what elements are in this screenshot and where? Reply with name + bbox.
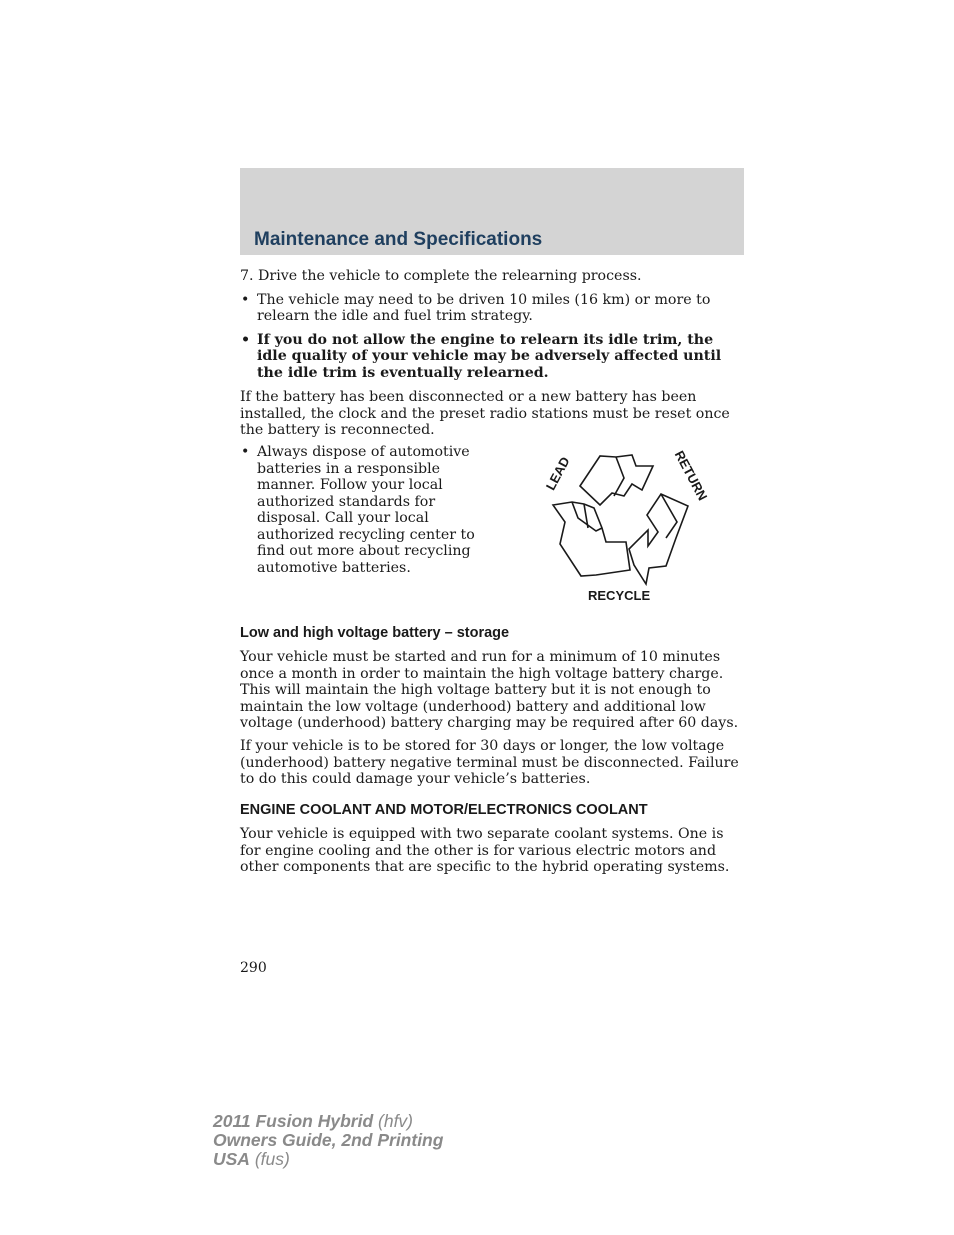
relearn-bullet-1: • The vehicle may need to be driven 10 miles (16 km) or more to relearn the idle and fuel trim strategy. [240, 292, 744, 325]
coolant-paragraph: Your vehicle is equipped with two separate coolant systems. One is for engine cooling and the other is for various electric motors and other components that are specific to the hybrid operating systems. [240, 826, 730, 875]
return-label: RETURN [671, 448, 711, 503]
storage-paragraph-1: Your vehicle must be started and run for a minimum of 10 minutes once a month in order to maintain the high voltage battery charge. This will maintain the high voltage battery but it is not enough to maintain the low voltage (underhood) battery and additional low voltage (underhood) battery charging may be required after 60 days. [240, 649, 739, 731]
footer-line-3: USA (fus) [213, 1149, 290, 1169]
footer-line-2: Owners Guide, 2nd Printing [213, 1130, 444, 1150]
relearn-warning-bullet: • If you do not allow the engine to relearn its idle trim, the idle quality of your vehicle may be adversely affected until the idle trim is eventually relearned. [240, 332, 744, 382]
storage-heading: Low and high voltage battery – storage [240, 625, 510, 641]
footer-line-1: 2011 Fusion Hybrid (hfv) [213, 1111, 414, 1131]
coolant-heading: ENGINE COOLANT AND MOTOR/ELECTRONICS COOLANT [240, 802, 648, 818]
relearn-block [240, 268, 744, 381]
document-footer [213, 1112, 443, 1169]
recycle-symbol [536, 446, 716, 608]
dispose-bullet: • Always dispose of automotive batteries in a responsible manner. Follow your local authorized standards for disposal. Call your local authorized recycling center to find out more about recycling automotive batteries. [240, 444, 495, 576]
dispose-block [240, 444, 495, 576]
storage-paragraph-2: If your vehicle is to be stored for 30 days or longer, the low voltage (underhood) battery negative terminal must be disconnected. Failure to do this could damage your vehicle’s batteries. [240, 738, 739, 787]
section-header-band [240, 168, 744, 255]
recycle-label: RECYCLE [588, 588, 651, 603]
section-title: Maintenance and Specifications [254, 229, 543, 250]
step-7: 7. Drive the vehicle to complete the relearning process. [240, 268, 642, 284]
lead-label: LEAD [542, 454, 573, 493]
battery-reset-paragraph: If the battery has been disconnected or a new battery has been installed, the clock and the preset radio stations must be reset once the battery is reconnected. [240, 389, 730, 438]
page-number: 290 [240, 960, 267, 976]
